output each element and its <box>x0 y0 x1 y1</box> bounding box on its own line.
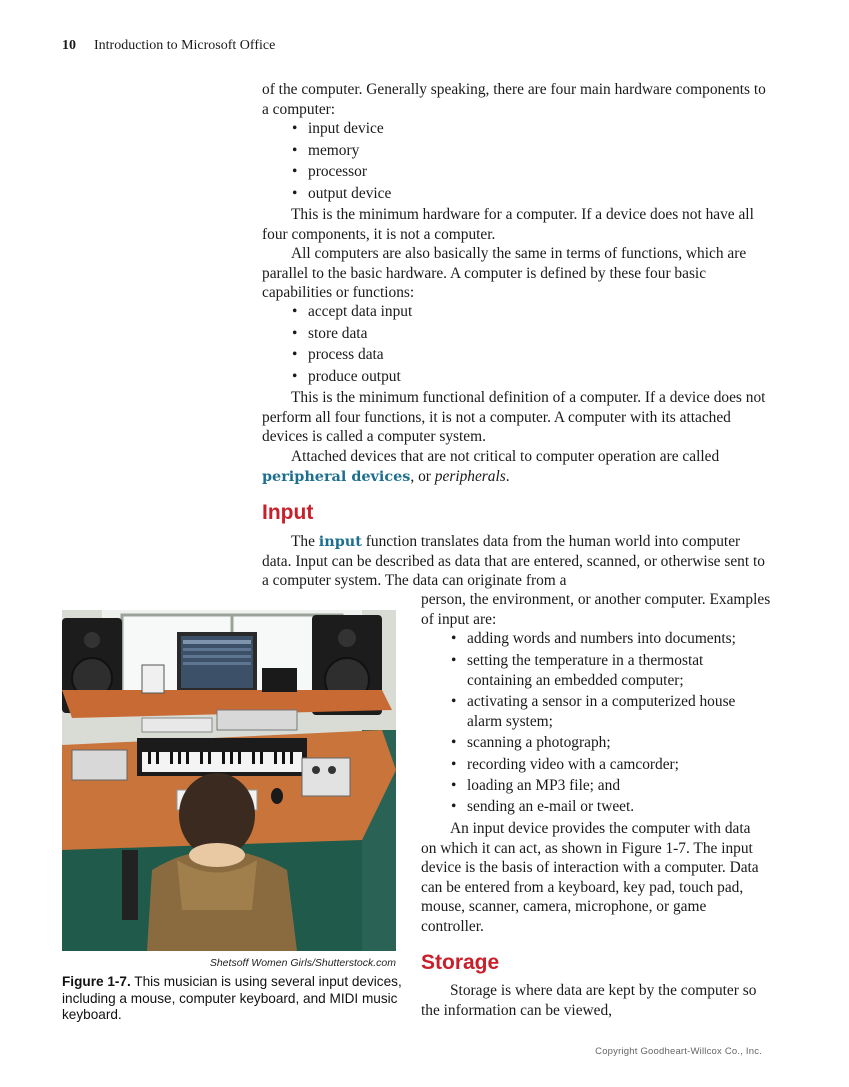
key-term-input: input <box>318 533 362 550</box>
storage-paragraph-1: Storage is where data are kept by the computer so the information can be viewed, <box>421 982 757 1019</box>
input-paragraph-2: An input device provides the computer with data on which it can act, as shown in Figure 1-7. The input device is the basis of interaction with a computer. Data can be entered from a keyboard, key pad, touch pad, mouse, scanner, camera, microphone, or game controller. <box>421 820 759 935</box>
list-item: • input device <box>292 120 384 137</box>
list-item: • adding words and numbers into documents; <box>451 630 736 647</box>
running-title: Introduction to Microsoft Office <box>94 38 276 53</box>
list-item: • process data <box>292 346 384 363</box>
body-paragraph-2: This is the minimum hardware for a computer. If a device does not have all four components, it is not a computer. <box>262 206 754 243</box>
key-term-peripheral-devices: peripheral devices <box>262 467 411 485</box>
body-paragraph-5: Attached devices that are not critical to computer operation are called peripheral devices, or peripherals. <box>262 448 720 485</box>
list-item: • store data <box>292 325 368 342</box>
list-item: • activating a sensor in a computerized house alarm system; <box>451 693 736 730</box>
figure-label: Figure 1-7. <box>62 974 131 989</box>
body-paragraph-3: All computers are also basically the same in terms of functions, which are parallel to the basic hardware. A computer is defined by these four basic capabilities or functions: <box>262 245 747 302</box>
list-item: • scanning a photograph; <box>451 734 611 751</box>
body-paragraph-4: This is the minimum functional definition of a computer. If a device does not perform all four functions, it is not a computer. A computer with its attached devices is called a computer system. <box>262 389 766 446</box>
figure-photo-musician-studio <box>62 610 396 951</box>
list-item: • memory <box>292 142 360 159</box>
page-number: 10 <box>62 38 76 53</box>
list-item: • setting the temperature in a thermostat containing an embedded computer; <box>451 652 704 689</box>
page-header <box>62 38 275 54</box>
list-item: • recording video with a camcorder; <box>451 756 679 773</box>
input-paragraph-1-cont: person, the environment, or another computer. Examples of input are: <box>421 591 771 628</box>
body-paragraph-1: of the computer. Generally speaking, there are four main hardware components to a computer: <box>262 81 766 118</box>
list-item: • accept data input <box>292 303 413 320</box>
list-item: • sending an e-mail or tweet. <box>451 798 635 815</box>
copyright-footer: Copyright Goodheart-Willcox Co., Inc. <box>595 1046 762 1057</box>
section-heading-input: Input <box>262 501 314 524</box>
list-item: • output device <box>292 185 392 202</box>
section-heading-storage: Storage <box>421 951 500 974</box>
photo-credit: Shetsoff Women Girls/Shutterstock.com <box>209 957 396 969</box>
input-paragraph-1: The input function translates data from the human world into computer data. Input can be described as data that are entered, scanned, or otherwise sent to a computer system. The data can originate from a <box>262 533 765 590</box>
list-item: • loading an MP3 file; and <box>451 777 621 794</box>
figure-caption: Figure 1-7. This musician is using several input devices, including a mouse, computer keyboard, and MIDI music keyboard. <box>62 974 402 1023</box>
list-item: • produce output <box>292 368 401 385</box>
list-item: • processor <box>292 163 367 180</box>
